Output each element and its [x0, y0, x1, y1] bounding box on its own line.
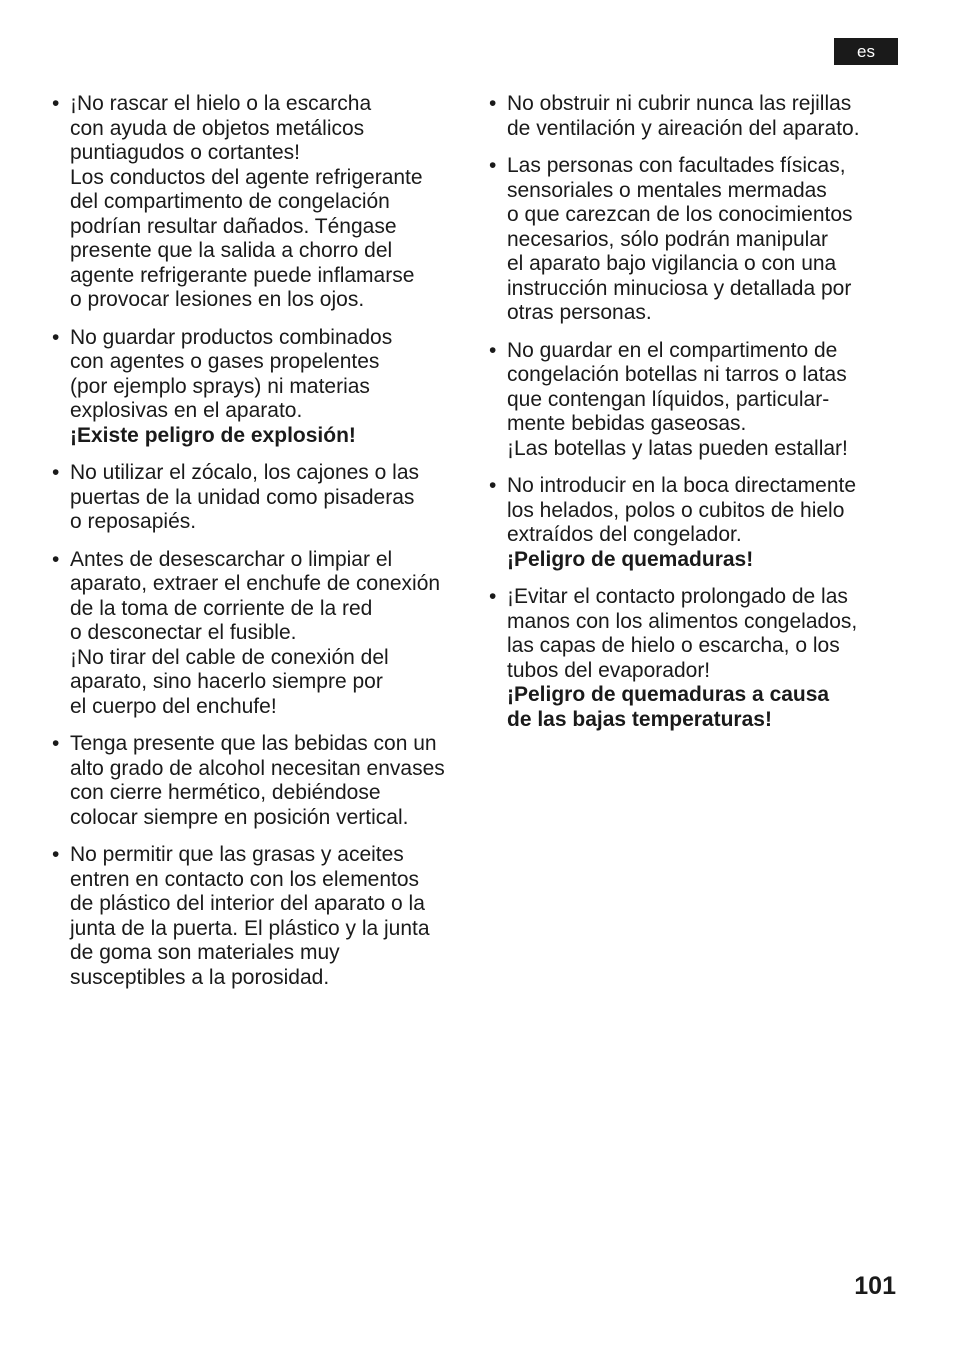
right-column: [489, 92, 884, 745]
bullet-text-line: extraídos del congelador.: [507, 523, 742, 546]
bullet-text-line: de goma son materiales muy: [70, 941, 340, 964]
bullet-text-line: • No introducir en la boca directamente: [507, 474, 857, 497]
warning-text: de las bajas temperaturas!: [507, 707, 772, 731]
bullet-text-line: otras personas.: [507, 301, 652, 324]
bullet-text-line: • Tenga presente que las bebidas con un: [70, 732, 437, 755]
bullet-item: [52, 843, 464, 990]
bullet-text-line: podrían resultar dañados. Téngase: [70, 214, 397, 238]
bullet-item: [489, 339, 884, 462]
bullet-item: [52, 461, 464, 535]
bullet-text-line: o provocar lesiones en los ojos.: [70, 288, 365, 311]
bullet-text-line: de la toma de corriente de la red: [70, 596, 373, 620]
warning-text: ¡Peligro de quemaduras a causa: [507, 683, 830, 706]
bullet-text-line: necesarios, sólo podrán manipular: [507, 227, 829, 251]
bullet-text-line: aparato, extraer el enchufe de conexión: [70, 572, 441, 595]
language-badge: es: [834, 38, 898, 65]
bullet-text-line: del compartimento de congelación: [70, 190, 390, 213]
bullet-text-line: explosivas en el aparato.: [70, 399, 303, 422]
bullet-text-line: • No guardar productos combinados: [70, 325, 393, 349]
bullet-text-line: congelación botellas ni tarros o latas: [507, 363, 847, 386]
bullet-text-line: • No permitir que las grasas y aceites: [70, 843, 404, 866]
bullet-text-line: con agentes o gases propelentes: [70, 350, 380, 373]
bullet-text-line: • ¡Evitar el contacto prolongado de las: [507, 585, 848, 608]
bullet-text-line: de plástico del interior del aparato o la: [70, 892, 425, 915]
bullet-text-line: presente que la salida a chorro del: [70, 239, 393, 262]
bullet-text-line: tubos del evaporador!: [507, 658, 711, 682]
bullet-text-line: junta de la puerta. El plástico y la junta: [70, 916, 430, 940]
bullet-text-line: o desconectar el fusible.: [70, 621, 297, 644]
bullet-text-line: puertas de la unidad como pisaderas: [70, 485, 415, 509]
bullet-item: [52, 548, 464, 720]
bullet-text-line: el aparato bajo vigilancia o con una: [507, 252, 837, 275]
bullet-text-line: • Las personas con facultades físicas,: [507, 154, 846, 177]
warning-text: ¡Peligro de quemaduras!: [507, 547, 754, 571]
bullet-text-line: que contengan líquidos, particular-: [507, 387, 830, 411]
bullet-text-line: • ¡No rascar el hielo o la escarcha: [70, 92, 372, 115]
bullet-item: [489, 92, 884, 141]
bullet-text-line: ¡Las botellas y latas pueden estallar!: [507, 436, 848, 460]
bullet-item: [52, 92, 464, 313]
bullet-text-line: sensoriales o mentales mermadas: [507, 178, 827, 202]
bullet-text-line: mente bebidas gaseosas.: [507, 412, 747, 435]
bullet-text-line: el cuerpo del enchufe!: [70, 694, 277, 718]
bullet-text-line: los helados, polos o cubitos de hielo: [507, 498, 845, 522]
bullet-item: [52, 326, 464, 449]
bullet-text-line: • No utilizar el zócalo, los cajones o las: [70, 461, 420, 484]
bullet-text-line: o que carezcan de los conocimientos: [507, 203, 853, 226]
bullet-item: [489, 154, 884, 326]
bullet-text-line: ¡No tirar del cable de conexión del: [70, 645, 389, 669]
bullet-text-line: de ventilación y aireación del aparato.: [507, 116, 860, 140]
bullet-text-line: • No guardar en el compartimento de: [507, 338, 838, 362]
bullet-text-line: con ayuda de objetos metálicos: [70, 116, 365, 140]
bullet-item: [489, 474, 884, 572]
bullet-text-line: entren en contacto con los elementos: [70, 867, 420, 891]
bullet-text-line: • Antes de desescarchar o limpiar el: [70, 547, 393, 571]
page-number: 101: [854, 1272, 896, 1300]
bullet-text-line: puntiagudos o cortantes!: [70, 141, 300, 164]
bullet-item: [52, 732, 464, 830]
bullet-text-line: • No obstruir ni cubrir nunca las rejillas: [507, 92, 852, 115]
bullet-item: [489, 585, 884, 732]
bullet-text-line: (por ejemplo sprays) ni materias: [70, 374, 370, 398]
bullet-text-line: instrucción minuciosa y detallada por: [507, 276, 852, 300]
bullet-text-line: susceptibles a la porosidad.: [70, 965, 330, 989]
bullet-text-line: las capas de hielo o escarcha, o los: [507, 634, 840, 657]
bullet-text-line: manos con los alimentos congelados,: [507, 609, 858, 633]
bullet-text-line: agente refrigerante puede inflamarse: [70, 263, 415, 287]
bullet-text-line: alto grado de alcohol necesitan envases: [70, 756, 445, 780]
bullet-text-line: Los conductos del agente refrigerante: [70, 165, 423, 189]
left-column: [52, 92, 464, 1003]
warning-text: ¡Existe peligro de explosión!: [70, 423, 356, 447]
bullet-text-line: o reposapiés.: [70, 510, 197, 533]
bullet-text-line: con cierre hermético, debiéndose: [70, 781, 381, 804]
bullet-text-line: aparato, sino hacerlo siempre por: [70, 670, 383, 693]
bullet-text-line: colocar siempre en posición vertical.: [70, 805, 409, 829]
